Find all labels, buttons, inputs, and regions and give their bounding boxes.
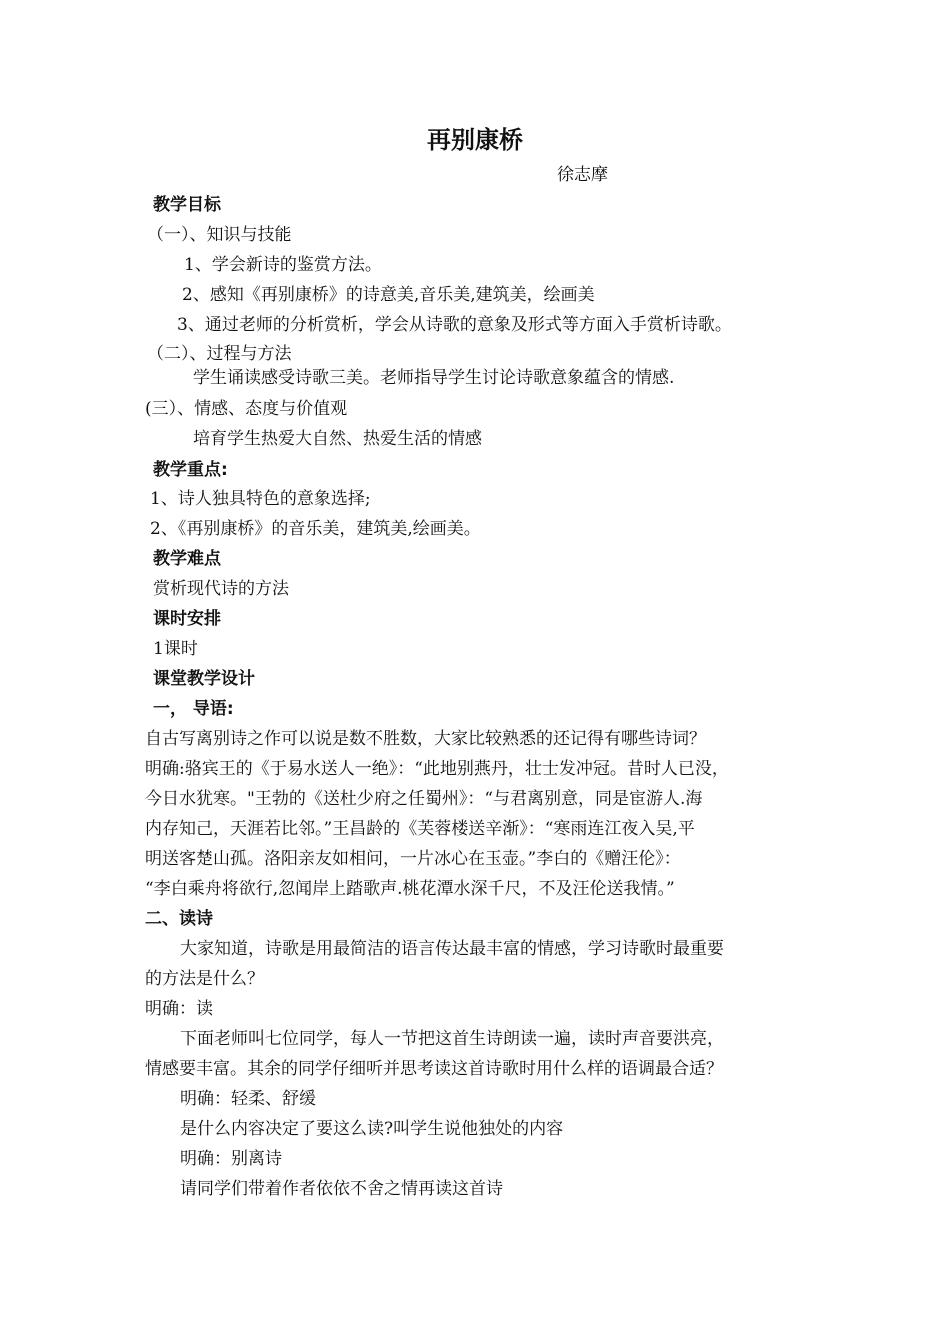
read-line-1: 大家知道，诗歌是用最简洁的语言传达最丰富的情感，学习诗歌时最重要 [180,939,724,959]
schedule-text: 1课时 [153,639,198,659]
difficulty-heading: 教学难点 [153,549,221,569]
design-heading: 课堂教学设计 [153,669,255,689]
section-3-text: 培育学生热爱大自然、热爱生活的情感 [193,429,482,449]
intro-line-2: 明确:骆宾王的《于易水送人一绝》：“此地别燕丹，壮士发冲冠。昔时人已没， [145,759,729,779]
read-line-8: 明确：别离诗 [180,1149,282,1169]
read-line-2: 的方法是什么？ [145,969,264,989]
author: 徐志摩 [557,165,608,185]
read-line-3: 明确：读 [145,999,213,1019]
intro-line-1: 自古写离别诗之作可以说是数不胜数，大家比较熟悉的还记得有哪些诗词？ [145,729,706,749]
section-3-heading: (三）、情感、态度与价值观 [145,399,348,419]
section-2-text: 学生诵读感受诗歌三美。老师指导学生讨论诗歌意象蕴含的情感. [193,368,675,388]
schedule-heading: 课时安排 [153,609,221,629]
section-1-heading: （一）、知识与技能 [147,225,292,245]
section-2-heading: （二）、过程与方法 [147,344,292,364]
intro-line-5: 明送客楚山孤。洛阳亲友如相问，一片冰心在玉壶。”李白的《赠汪伦》： [145,849,681,869]
read-heading: 二、读诗 [145,909,213,929]
intro-heading: 一， 导语: [153,699,234,719]
key-point-1: 1、诗人独具特色的意象选择; [150,489,371,509]
document-title: 再别康桥 [427,126,523,154]
difficulty-text: 赏析现代诗的方法 [153,579,289,599]
read-line-6: 明确：轻柔、舒缓 [180,1089,316,1109]
intro-line-3: 今日水犹寒。"王勃的《送杜少府之任蜀州》：“与君离别意，同是宦游人.海 [145,789,703,809]
key-points-heading: 教学重点: [153,460,228,480]
objective-item-2: 2、感知《再别康桥》的诗意美,音乐美,建筑美，绘画美 [182,285,595,305]
intro-line-4: 内存知己，天涯若比邻。”王昌龄的《芙蓉楼送辛渐》：“寒雨连江夜入吴,平 [145,819,695,839]
objectives-heading: 教学目标 [153,195,221,215]
key-point-2: 2、《再别康桥》的音乐美，建筑美,绘画美。 [150,519,481,539]
objective-item-1: 1、学会新诗的鉴赏方法。 [184,255,382,275]
read-line-7: 是什么内容决定了要这么读?叫学生说他独处的内容 [180,1119,564,1139]
read-line-5: 情感要丰富。其余的同学仔细听并思考读这首诗歌时用什么样的语调最合适？ [145,1059,723,1079]
read-line-9: 请同学们带着作者依依不舍之情再读这首诗 [180,1179,503,1199]
intro-line-6: “李白乘舟将欲行,忽闻岸上踏歌声.桃花潭水深千尺，不及汪伦送我情。” [145,879,675,899]
read-line-4: 下面老师叫七位同学，每人一节把这首生诗朗读一遍，读时声音要洪亮， [180,1029,724,1049]
objective-item-3: 3、通过老师的分析赏析，学会从诗歌的意象及形式等方面入手赏析诗歌。 [177,315,732,335]
